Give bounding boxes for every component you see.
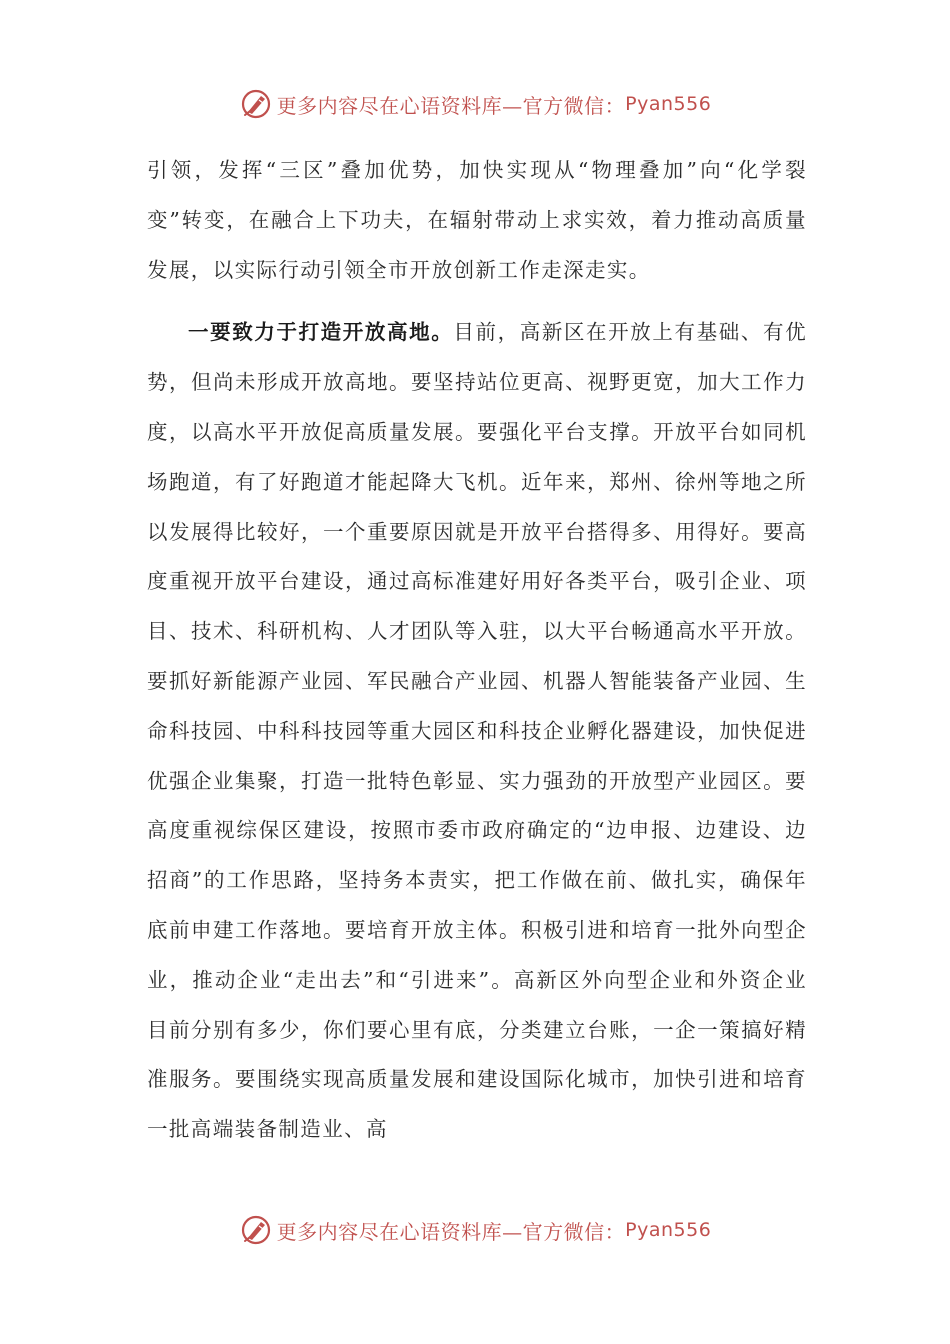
paragraph-open-highland xyxy=(147,308,807,1155)
wechat-id: Pyan556 xyxy=(625,1219,712,1241)
header-banner xyxy=(0,82,950,126)
banner-text: 更多内容尽在心语资料库—官方微信： xyxy=(276,93,626,118)
banner-text: 更多内容尽在心语资料库—官方微信： xyxy=(276,1219,626,1244)
paragraph-continued: 引领，发挥“三区”叠加优势，加快实现从“物理叠加”向“化学裂变”转变，在融合上下功夫，在辐射带动上求实效，着力推动高质量发展，以实际行动引领全市开放创新工作走深走实。 xyxy=(147,158,807,282)
quill-pen-icon xyxy=(239,87,273,121)
wechat-id: Pyan556 xyxy=(625,93,712,115)
quill-pen-icon xyxy=(239,1213,273,1247)
footer-banner xyxy=(0,1208,950,1252)
paragraph-heading: 一要致力于打造开放高地。 xyxy=(188,320,454,345)
document-body xyxy=(147,146,807,1155)
paragraph-text: 目前，高新区在开放上有基础、有优势，但尚未形成开放高地。要坚持站位更高、视野更宽，加大工作力度，以高水平开放促高质量发展。要强化平台支撑。开放平台如同机场跑道，有了好跑道才能起降大飞机。近年来，郑州、徐州等地之所以发展得比较好，一个重要原因就是开放平台搭得多、用得好。要高度重视开放平台建设，通过高标准建好用好各类平台，吸引企业、项目、技术、科研机构、人才团队等入驻，以大平台畅通高水平开放。要抓好新能源产业园、军民融合产业园、机器人智能装备产业园、生命科技园、中科科技园等重大园区和科技企业孵化器建设，加快促进优强企业集聚，打造一批特色彰显、实力强劲的开放型产业园区。要高度重视综保区建设，按照市委市政府确定的“边申报、边建设、边招商”的工作思路，坚持务本责实，把工作做在前、做扎实，确保年底前申建工作落地。要培育开放主体。积极引进和培育一批外向型企业，推动企业“走出去”和“引进来”。高新区外向型企业和外资企业目前分别有多少，你们要心里有底，分类建立台账，一企一策搞好精准服务。要围绕实现高质量发展和建设国际化城市，加快引进和培育一批高端装备制造业、高 xyxy=(147,320,807,1142)
